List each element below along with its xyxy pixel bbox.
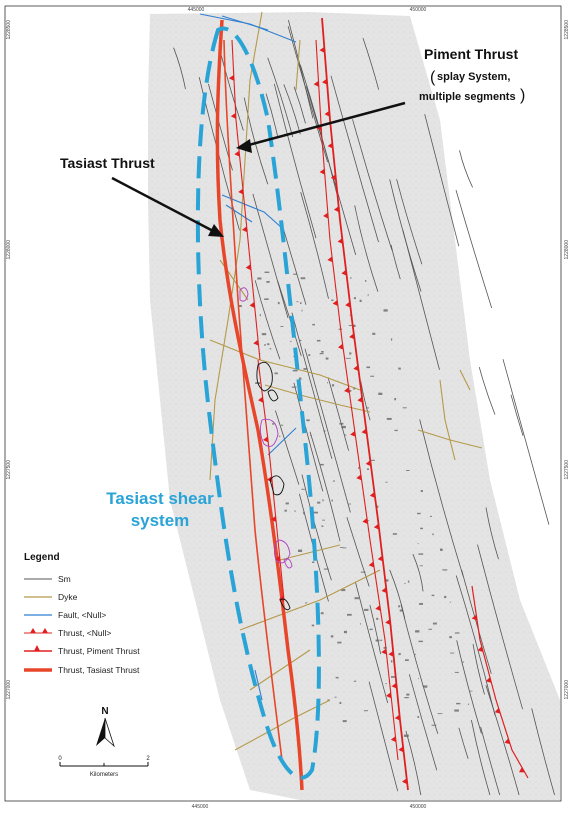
outcrop-patch xyxy=(418,716,420,718)
outcrop-patch xyxy=(333,480,334,482)
left-tick-4: 1227000 xyxy=(6,680,12,700)
outcrop-patch xyxy=(455,632,460,633)
outcrop-patch xyxy=(418,678,419,679)
bottom-tick-1: 445000 xyxy=(191,804,209,810)
outcrop-patch xyxy=(455,672,459,673)
legend-item-thrust-piment: Thrust, Piment Thrust xyxy=(58,646,140,656)
piment-thrust-label: Piment Thrust xyxy=(424,46,519,62)
outcrop-patch xyxy=(417,513,421,514)
outcrop-patch xyxy=(385,683,386,684)
outcrop-patch xyxy=(450,602,451,603)
outcrop-patch xyxy=(339,423,343,425)
outcrop-patch xyxy=(370,629,373,630)
outcrop-patch xyxy=(391,660,393,662)
outcrop-patch xyxy=(322,499,323,501)
left-tick-2: 1228000 xyxy=(6,240,12,260)
outcrop-patch xyxy=(327,382,328,383)
outcrop-patch xyxy=(350,277,351,279)
piment-paren-close: ) xyxy=(520,87,526,104)
outcrop-patch xyxy=(365,280,366,282)
outcrop-patch xyxy=(293,370,298,372)
outcrop-patch xyxy=(348,504,351,505)
right-tick-4: 1227000 xyxy=(564,680,570,700)
outcrop-patch xyxy=(360,623,361,624)
left-tick-1: 1228500 xyxy=(6,20,12,40)
outcrop-patch xyxy=(360,300,362,302)
outcrop-patch xyxy=(368,294,370,295)
outcrop-patch xyxy=(324,430,326,431)
outcrop-patch xyxy=(306,419,310,421)
outcrop-patch xyxy=(270,348,272,349)
outcrop-patch xyxy=(406,694,409,696)
outcrop-patch xyxy=(408,581,409,583)
outcrop-patch xyxy=(430,516,432,517)
outcrop-patch xyxy=(391,339,392,341)
outcrop-patch xyxy=(404,697,408,698)
outcrop-patch xyxy=(290,341,292,342)
legend-item-fault: Fault, <Null> xyxy=(58,610,107,620)
outcrop-patch xyxy=(347,614,352,616)
outcrop-patch xyxy=(340,547,343,548)
outcrop-patch xyxy=(326,358,329,360)
outcrop-patch xyxy=(462,662,464,663)
outcrop-patch xyxy=(456,703,460,704)
outcrop-patch xyxy=(301,277,306,279)
outcrop-patch xyxy=(343,720,347,722)
outcrop-patch xyxy=(322,520,325,521)
left-tick-3: 1227500 xyxy=(6,460,12,480)
outcrop-patch xyxy=(278,302,280,304)
outcrop-patch xyxy=(321,526,323,527)
outcrop-patch xyxy=(366,367,370,369)
outcrop-patch xyxy=(361,572,366,573)
outcrop-patch xyxy=(281,425,283,426)
outcrop-patch xyxy=(298,550,302,552)
outcrop-patch xyxy=(335,697,337,698)
outcrop-patch xyxy=(364,710,368,711)
outcrop-patch xyxy=(310,435,312,436)
outcrop-patch xyxy=(299,340,301,341)
outcrop-patch xyxy=(312,625,314,627)
outcrop-patch xyxy=(344,631,347,633)
outcrop-patch xyxy=(372,333,375,335)
outcrop-patch xyxy=(442,569,447,570)
outcrop-patch xyxy=(313,512,318,514)
outcrop-patch xyxy=(297,301,299,302)
outcrop-patch xyxy=(468,704,469,705)
top-tick-1: 445000 xyxy=(187,7,205,13)
outcrop-patch xyxy=(332,384,334,386)
legend-title: Legend xyxy=(24,552,60,563)
outcrop-patch xyxy=(378,393,382,395)
outcrop-patch xyxy=(354,681,356,682)
tasiast-thrust-label: Tasiast Thrust xyxy=(60,155,155,171)
outcrop-patch xyxy=(266,281,269,283)
outcrop-patch xyxy=(418,543,419,544)
outcrop-patch xyxy=(308,354,310,356)
outcrop-patch xyxy=(364,609,369,611)
outcrop-patch xyxy=(303,368,307,370)
outcrop-patch xyxy=(470,691,473,692)
outcrop-patch xyxy=(428,629,432,630)
right-tick-1: 1228500 xyxy=(564,20,570,40)
outcrop-patch xyxy=(293,274,296,275)
outcrop-patch xyxy=(350,391,352,392)
outcrop-patch xyxy=(415,630,419,632)
outcrop-patch xyxy=(420,528,423,529)
outcrop-patch xyxy=(343,547,347,548)
outcrop-patch xyxy=(370,376,374,377)
outcrop-patch xyxy=(337,642,341,644)
outcrop-patch xyxy=(321,351,324,353)
outcrop-patch xyxy=(331,635,334,637)
outcrop-patch xyxy=(312,562,314,564)
outcrop-patch xyxy=(419,641,424,642)
outcrop-patch xyxy=(275,373,278,375)
outcrop-patch xyxy=(394,398,396,400)
outcrop-patch xyxy=(454,710,459,712)
legend-item-thrust-tasiast: Thrust, Tasiast Thrust xyxy=(58,665,140,675)
outcrop-patch xyxy=(366,407,369,408)
outcrop-patch xyxy=(317,502,320,504)
outcrop-patch xyxy=(349,352,351,354)
outcrop-patch xyxy=(384,309,388,311)
piment-segments-label: multiple segments xyxy=(419,91,516,103)
scale-unit: Kilometers xyxy=(89,772,119,778)
outcrop-patch xyxy=(262,333,266,335)
outcrop-patch xyxy=(340,702,342,704)
outcrop-patch xyxy=(391,676,395,678)
outcrop-patch xyxy=(398,605,400,607)
outcrop-patch xyxy=(341,426,346,428)
top-tick-2: 450000 xyxy=(409,7,427,13)
outcrop-patch xyxy=(400,610,403,612)
outcrop-patch xyxy=(444,596,446,598)
outcrop-patch xyxy=(406,470,409,471)
outcrop-patch xyxy=(405,659,409,661)
piment-splay-label: splay System, xyxy=(437,71,511,83)
outcrop-patch xyxy=(292,387,297,388)
outcrop-patch xyxy=(312,324,315,325)
outcrop-patch xyxy=(367,468,369,470)
outcrop-patch xyxy=(301,489,304,490)
outcrop-patch xyxy=(403,407,407,408)
outcrop-patch xyxy=(393,533,397,535)
outcrop-patch xyxy=(285,510,287,512)
outcrop-patch xyxy=(300,302,302,304)
scale-start: 0 xyxy=(58,756,62,762)
right-tick-2: 1228000 xyxy=(564,240,570,260)
outcrop-patch xyxy=(432,534,433,536)
outcrop-patch xyxy=(264,344,266,345)
outcrop-patch xyxy=(433,623,437,625)
outcrop-patch xyxy=(423,685,427,687)
piment-paren-open: ( xyxy=(430,69,436,86)
scale-end: 2 xyxy=(146,756,150,762)
outcrop-patch xyxy=(320,353,324,354)
outcrop-patch xyxy=(336,677,339,679)
outcrop-patch xyxy=(449,636,452,638)
outcrop-patch xyxy=(267,343,269,345)
outcrop-patch xyxy=(302,310,303,312)
outcrop-patch xyxy=(331,300,334,301)
bottom-tick-2: 450000 xyxy=(409,804,427,810)
outcrop-patch xyxy=(264,298,268,300)
outcrop-patch xyxy=(421,490,423,492)
outcrop-patch xyxy=(344,435,346,436)
outcrop-patch xyxy=(450,653,454,654)
outcrop-patch xyxy=(280,326,283,327)
right-tick-3: 1227500 xyxy=(564,460,570,480)
outcrop-patch xyxy=(438,713,443,714)
outcrop-patch xyxy=(294,511,295,512)
shear-system-label-1: Tasiast shear xyxy=(106,489,214,508)
outcrop-patch xyxy=(387,418,392,420)
outcrop-patch xyxy=(419,603,423,605)
outcrop-patch xyxy=(376,640,380,642)
outcrop-patch xyxy=(432,595,435,596)
north-label: N xyxy=(101,706,109,717)
outcrop-patch xyxy=(395,430,398,431)
shear-system-label-2: system xyxy=(130,511,190,530)
outcrop-patch xyxy=(257,278,261,280)
outcrop-patch xyxy=(420,565,423,566)
outcrop-patch xyxy=(385,482,387,483)
outcrop-patch xyxy=(305,602,307,603)
outcrop-patch xyxy=(317,340,321,342)
outcrop-patch xyxy=(279,436,281,437)
outcrop-patch xyxy=(376,618,378,620)
outcrop-patch xyxy=(332,500,333,502)
outcrop-patch xyxy=(405,583,406,584)
outcrop-patch xyxy=(272,423,274,425)
outcrop-patch xyxy=(440,549,443,551)
outcrop-patch xyxy=(346,358,351,359)
outcrop-patch xyxy=(399,653,401,655)
legend-item-sm: Sm xyxy=(58,574,71,584)
legend-item-dyke: Dyke xyxy=(58,592,78,602)
outcrop-patch xyxy=(355,597,360,599)
outcrop-patch xyxy=(321,612,324,614)
outcrop-patch xyxy=(432,725,437,726)
outcrop-patch xyxy=(404,735,409,737)
outcrop-patch xyxy=(398,368,401,370)
outcrop-patch xyxy=(320,464,324,466)
outcrop-patch xyxy=(415,654,416,655)
legend-item-thrust-null: Thrust, <Null> xyxy=(58,628,112,638)
outcrop-patch xyxy=(286,503,289,505)
outcrop-patch xyxy=(418,553,423,554)
outcrop-patch xyxy=(354,297,356,299)
outcrop-patch xyxy=(265,272,270,273)
outcrop-patch xyxy=(380,640,382,641)
outcrop-patch xyxy=(303,512,305,514)
outcrop-patch xyxy=(260,314,261,316)
outcrop-patch xyxy=(324,569,329,570)
